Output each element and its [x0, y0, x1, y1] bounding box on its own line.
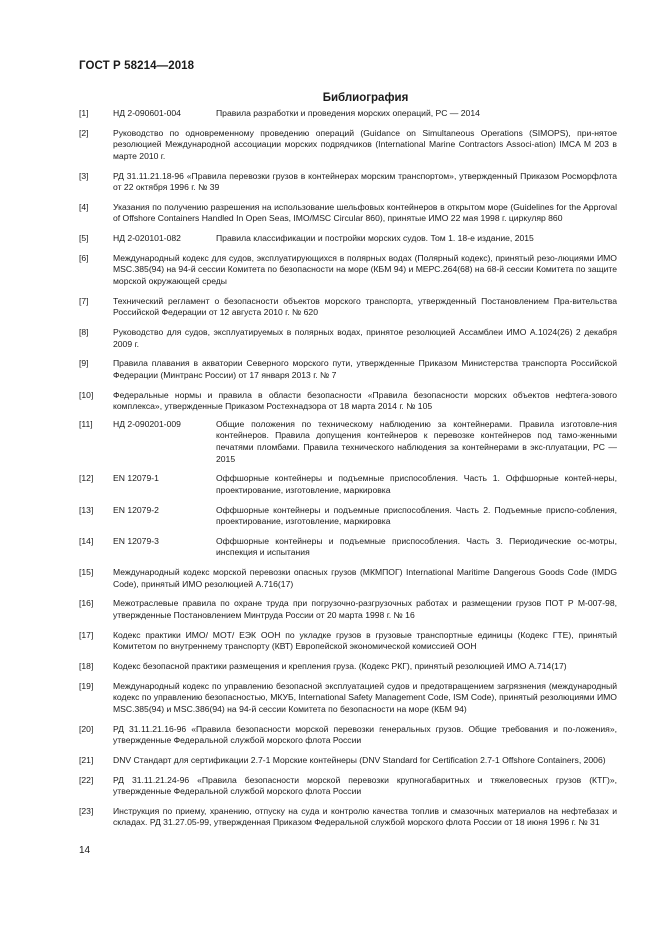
- bibliography-entry: [79, 661, 617, 673]
- page-number: 14: [79, 845, 91, 856]
- entry-number: [13]: [79, 504, 94, 515]
- entry-number: [10]: [79, 389, 94, 400]
- entry-text: Общие положения по техническому наблюдению за контейнерами. Правила изготовле-ния контейнеров. Правила допущения контейнеров к перевозке контейнеров под тамо-женными печатями пломбами. Правила технического наблюдения за контейнерами в экс-плуатации, PC — 2015: [216, 418, 617, 464]
- entry-text: Кодекс практики ИМО/ МОТ/ ЕЭК ООН по укладке грузов в грузовые транспортные единицы (Кодекс ГТЕ), принятый Комитетом по внутреннему транспорту (КВТ) Европейской экономической комиссией ООН: [113, 629, 617, 652]
- entry-text: Межотраслевые правила по охране труда при погрузочно-разгрузочных работах и размещении грузов ПОТ Р М-007-98, утвержденные Постановлением Минтруда России от 20 марта 1998 г. № 16: [113, 598, 617, 620]
- entry-number: [15]: [79, 567, 94, 578]
- bibliography-entry: [79, 681, 617, 716]
- bibliography-entry: [79, 171, 617, 194]
- entry-code: EN 12079-3: [113, 535, 159, 546]
- bibliography-entry: [79, 253, 617, 288]
- entry-number: [8]: [79, 326, 89, 337]
- entry-text: Федеральные нормы и правила в области безопасности «Правила безопасности морских объектов нефтега-зового комплекса», утвержденные Приказом Ростехнадзора от 18 марта 2014 г. № 105: [113, 389, 617, 412]
- entry-text: Руководство по одновременному проведению операций (Guidance on Simultaneous Operations (SIMOPS), при-нятое резолюцией Международной ассоциации морских подрядчиков (International Marine Contractors Associ-ation) IMCA M 203 в марте 2010 г.: [113, 127, 617, 161]
- entry-text: Кодекс безопасной практики размещения и крепления груза. (Кодекс РКГ), принятый резолюцией ИМО А.714(17): [113, 660, 567, 671]
- entry-text: Технический регламент о безопасности объектов морского транспорта, утвержденный Постановлением Пра-вительства Российской Федерации от 12 августа 2010 г. № 620: [113, 295, 617, 318]
- bibliography-entry: [79, 598, 617, 621]
- bibliography-entry: [79, 202, 617, 225]
- entry-text: Инструкция по приему, хранению, отпуску на суда и контролю качества топлив и смазочных материалов на нефтебазах и складах. РД 31.27.05-99, утвержденная Приказом Федеральной службой морского флота России от 18 июня 1996 г. № 31: [113, 805, 617, 828]
- bibliography-entry: [79, 390, 617, 413]
- bibliography-entry: [79, 128, 617, 163]
- entry-number: [14]: [79, 535, 94, 546]
- bibliography-entry: [79, 567, 617, 590]
- entry-text: Правила классификации и постройки морских судов. Том 1. 18-е издание, 2015: [216, 233, 534, 244]
- entry-number: [20]: [79, 723, 94, 734]
- entry-text: DNV Стандарт для сертификации 2.7-1 Морские контейнеры (DNV Standard for Certification 2.7-1 Offshore Containers, 2006): [113, 754, 606, 765]
- entry-number: [1]: [79, 108, 89, 118]
- entry-number: [17]: [79, 629, 94, 640]
- bibliography-entry: [79, 108, 617, 120]
- entry-text: РД 31.11.21.16-96 «Правила безопасности морской перевозки генеральных грузов. Общие требования и по-ложения», утвержденные Федеральной службой морского флота России: [113, 723, 617, 746]
- entry-number: [3]: [79, 170, 89, 181]
- entry-number: [12]: [79, 473, 94, 484]
- entry-text: Правила плавания в акватории Северного морского пути, утвержденные Приказом Министерства транспорта Российской Федерации (Минтранс России) от 17 января 2013 г. № 7: [113, 358, 617, 380]
- bibliography-entry: [79, 505, 617, 528]
- bibliography-entry: [79, 755, 617, 767]
- bibliography-entry: [79, 536, 617, 559]
- entry-number: [16]: [79, 598, 94, 609]
- entry-number: [19]: [79, 680, 94, 691]
- entry-code: EN 12079-2: [113, 504, 159, 515]
- bibliography-title: Библиография: [322, 92, 409, 104]
- entry-code: НД 2-090601-004: [113, 108, 181, 118]
- entry-text: Международный кодекс морской перевозки опасных грузов (МКМПОГ) International Maritime Dangerous Goods Code (IMDG Code), принятый ИМО резолюцией А.716(17): [113, 567, 617, 589]
- entry-number: [18]: [79, 660, 94, 671]
- entry-text: Международный кодекс по управлению безопасной эксплуатацией судов и предотвращением загрязнения (международный кодекс по управлению безопасностью, МКУБ, International Safety Management Code, ISM Code), принятый резолюциями ИМО MSC.385(94) и MSC.386(94) на 94-й сессии Комитета по безопасности на море (КБМ 94): [113, 680, 617, 714]
- bibliography-entry: [79, 296, 617, 319]
- entry-text: Правила разработки и проведения морских операций, РС — 2014: [216, 108, 480, 118]
- bibliography-entry: [79, 724, 617, 747]
- entry-code: НД 2-020101-082: [113, 233, 181, 244]
- bibliography-entry: [79, 419, 617, 465]
- entry-text: Оффшорные контейнеры и подъемные приспособления. Часть 3. Периодические ос-мотры, инспекция и испытания: [216, 535, 617, 558]
- bibliography-entry: [79, 233, 617, 245]
- bibliography-entry: [79, 473, 617, 496]
- entry-number: [22]: [79, 774, 94, 785]
- entry-text: Международный кодекс для судов, эксплуатирующихся в полярных водах (Полярный кодекс), принятый резо-люциями ИМО MSC.385(94) на 94-й сессии Комитета по безопасности на море (КБМ 94) и МЕРС.264(68) на 68-й сессии Комитета по защите морской окружающей среды: [113, 252, 617, 286]
- entry-number: [5]: [79, 233, 89, 244]
- entry-number: [2]: [79, 127, 89, 138]
- entry-text: Руководство для судов, эксплуатируемых в полярных водах, принятое резолюцией Ассамблеи ИМО А.1024(26) 2 декабря 2009 г.: [113, 326, 617, 349]
- bibliography-entry: [79, 775, 617, 798]
- entry-number: [23]: [79, 805, 94, 816]
- entry-code: EN 12079-1: [113, 473, 159, 484]
- bibliography-entry: [79, 806, 617, 829]
- entry-number: [7]: [79, 295, 89, 306]
- bibliography-list: [79, 108, 617, 837]
- entry-number: [9]: [79, 358, 89, 369]
- entry-text: Оффшорные контейнеры и подъемные приспособления. Часть 2. Подъемные приспо-собления, проектирование, изготовление, маркировка: [216, 504, 617, 527]
- bibliography-entry: [79, 358, 617, 381]
- bibliography-entry: [79, 630, 617, 653]
- entry-text: РД 31.11.21.18-96 «Правила перевозки грузов в контейнерах морским транспортом», утвержденный Приказом Росморфлота от 22 октября 1996 г. № 39: [113, 170, 617, 193]
- entry-number: [4]: [79, 201, 89, 212]
- document-code: ГОСТ Р 58214—2018: [79, 60, 195, 72]
- entry-number: [21]: [79, 754, 94, 765]
- bibliography-entry: [79, 327, 617, 350]
- entry-text: Оффшорные контейнеры и подъемные приспособления. Часть 1. Оффшорные контей-неры, проектирование, изготовление, маркировка: [216, 473, 617, 495]
- entry-text: Указания по получению разрешения на использование шельфовых контейнеров в открытом море (Guidelines for the Approval of Offshore Containers Handled In Open Seas, IMO/MSC Circular 860), принятые ИМО 22 мая 1998 г. циркуляр 860: [113, 201, 617, 224]
- entry-code: НД 2-090201-009: [113, 418, 181, 429]
- entry-text: РД 31.11.21.24-96 «Правила безопасности морской перевозки крупногабаритных и тяжеловесных грузов (КТГ)», утвержденные Федеральной службой морского флота России: [113, 774, 617, 797]
- entry-number: [6]: [79, 252, 89, 263]
- entry-number: [11]: [79, 418, 93, 429]
